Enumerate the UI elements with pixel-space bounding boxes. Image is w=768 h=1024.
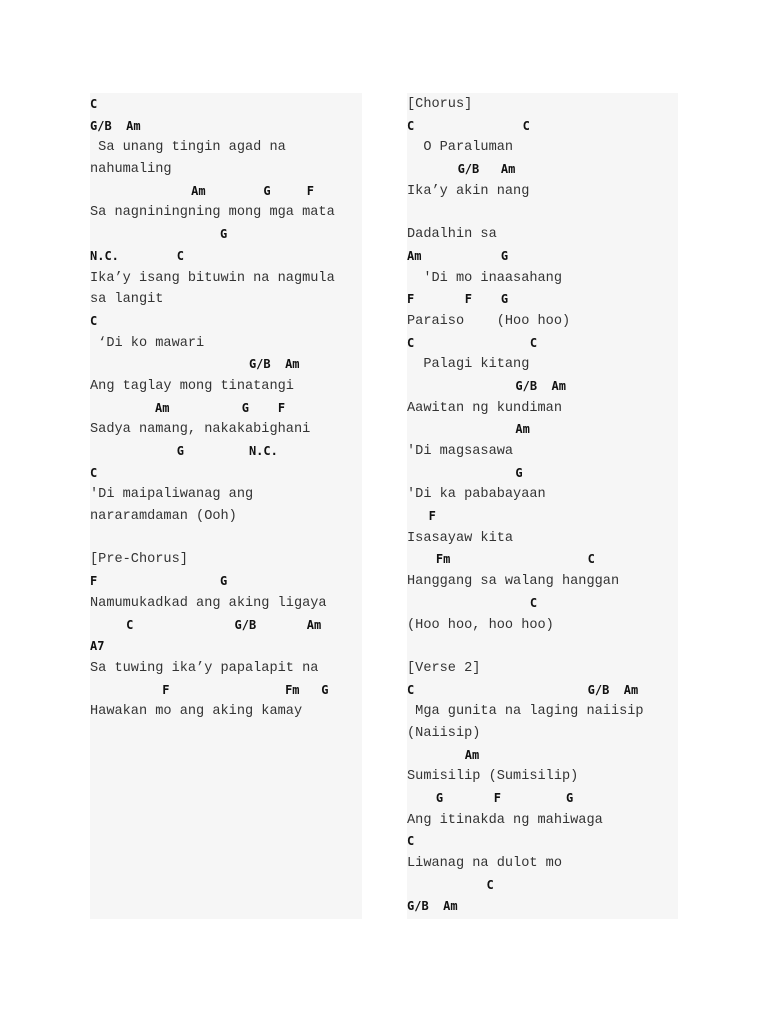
chord-line: G/B Am [407,378,566,393]
chord-line: G/B Am [407,899,458,914]
lyric-line: 'Di ka pababayaan [407,487,546,503]
section-heading: [Chorus] [407,97,473,112]
lyric-line: Hawakan mo ang aking kamay [90,704,303,720]
lyric-line: Namumukadkad ang aking ligaya [90,595,327,611]
section-heading: [Pre-Chorus] [90,552,188,568]
chord-line: Am [407,747,480,762]
lyric-line: Paraiso (Hoo hoo) [407,313,571,329]
lyric-line: 'Di maipaliwanag ang [90,487,254,503]
chord-line: Am G [407,248,509,263]
lyric-line: Aawitan ng kundiman [407,400,562,416]
chord-line: G/B Am [90,357,300,372]
lyric-line: Palagi kitang [407,357,530,373]
chord-line: Am G F [90,400,286,415]
chord-line: C C [407,335,538,350]
chord-line: G N.C. [90,444,278,458]
lyric-line: Sa nagniningning mong mga mata [90,205,335,221]
chord-line: G F G [407,791,574,805]
lyric-line: Isasayaw kita [407,530,514,546]
chord-line: F G [90,574,228,589]
chord-line: N.C. C [90,248,184,263]
blank-line [90,528,362,550]
lyric-line: (Naiisip) [407,725,481,741]
chord-line: C C [407,118,530,133]
chord-line: Fm C [407,552,595,567]
chord-line: G [407,465,523,480]
lyric-line: Ika’y akin nang [407,183,530,199]
lyric-line: Sa tuwing ika’y papalapit na [90,660,319,676]
lyric-line: Sadya namang, nakakabighani [90,422,311,438]
lyric-line: Dadalhin sa [407,227,497,243]
chord-line: F F G [407,292,509,307]
lyric-line: Mga gunita na laging naiisip [407,704,644,720]
lyric-line: Hanggang sa walang hanggan [407,574,620,590]
lyric-line: Liwanag na dulot mo [407,856,562,872]
chord-line: G/B Am [407,162,516,177]
lyric-line: ‘Di ko mawari [90,335,205,351]
lyric-line: (Hoo hoo, hoo hoo) [407,617,554,633]
chord-line: F Fm G [90,682,329,697]
chord-line: G/B Am [90,118,141,133]
chord-line: C [407,595,538,610]
lyric-line: nararamdaman (Ooh) [90,509,237,525]
lyric-line: 'Di magsasawa [407,444,514,459]
lyric-line: nahumaling [90,162,172,178]
lyric-line: Sumisilip (Sumisilip) [407,769,579,785]
chord-line: Am [407,422,530,437]
chord-line: G [90,227,228,242]
chord-line: C [90,465,98,480]
lyric-line: 'Di mo inaasahang [407,270,562,286]
lyrics-column-left [90,93,362,919]
lyric-line: Sa unang tingin agad na [90,140,286,156]
chord-line: Am G F [90,183,314,198]
section-heading: [Verse 2] [407,660,481,676]
blank-line [407,636,678,658]
blank-line [407,202,678,224]
lyrics-column-right [407,93,678,919]
chord-line: F [407,509,436,524]
lyric-line: Ika’y isang bituwin na nagmula [90,270,335,286]
lyric-line: O Paraluman [407,140,514,156]
lyric-line: sa langit [90,292,164,308]
chord-line: A7 [90,639,105,654]
chord-line: C G/B Am [90,617,322,632]
chord-line: C [407,877,494,892]
chord-line: C G/B Am [407,682,639,697]
lyric-line: Ang taglay mong tinatangi [90,378,294,394]
chord-line: C [90,313,98,328]
chord-line: C [90,97,98,111]
chord-line: C [407,834,415,849]
lyric-line: Ang itinakda ng mahiwaga [407,812,603,828]
